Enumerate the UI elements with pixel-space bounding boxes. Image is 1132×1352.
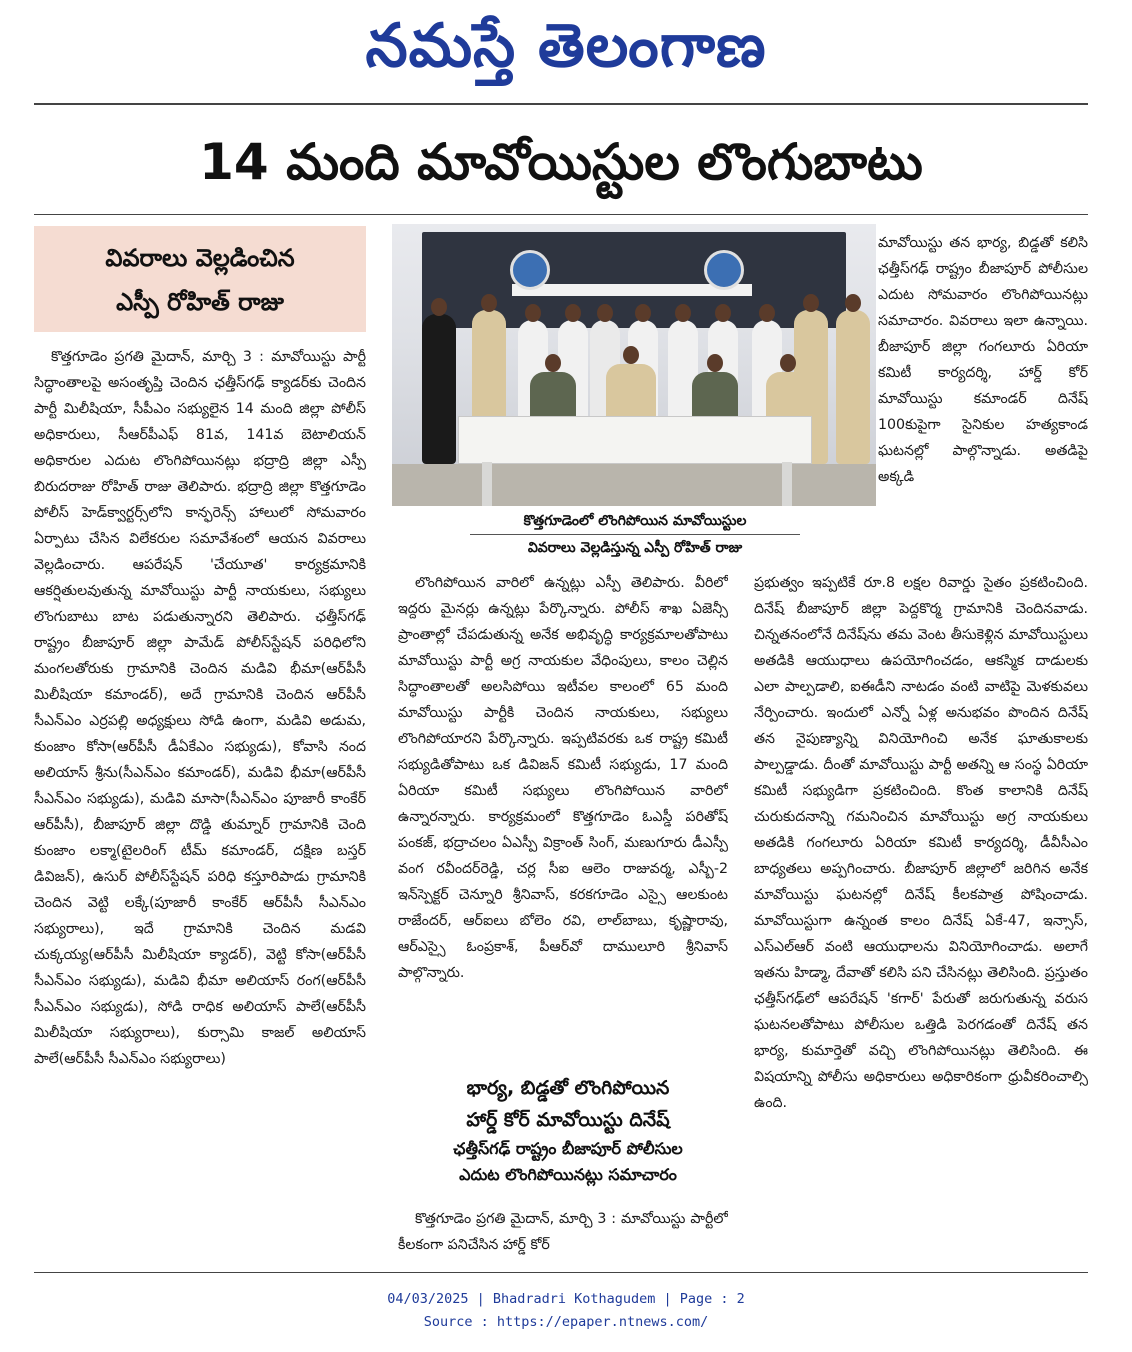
masthead-logo: నమస్తే తెలంగాణ [365, 11, 767, 81]
article-paragraph: కొత్తగూడెం ప్రగతి మైదాన్, మార్చి 3 : మావోయిస్టు పార్టీ సిద్ధాంతాలపై అసంతృప్తి చెందిన ఛత్తీస్‌గఢ్ క్యాడర్‌కు చెందిన పార్టీ మిలీషియా, సీపీఎం సభ్యులైన 14 మంది జిల్లా పోలీస్ అధికారులు, సీఆర్‌పీఎఫ్ 81వ, 141వ బెటాలియన్ అధికారుల ఎదుట లొంగిపోయినట్లు భద్రాద్రి జిల్లా ఎస్పీ బిరుదరాజు రోహిత్ రాజు తెలిపారు. భద్రాద్రి జిల్లా కొత్తగూడెం పోలీస్ హెడ్‌క్వార్టర్స్‌లోని కాన్ఫరెన్స్ హాలులో సోమవారం ఏర్పాటు చేసిన విలేకరుల సమావేశంలో ఆయన వివరాలు వెల్లడించారు. ఆపరేషన్ 'చేయూత' కార్యక్రమానికి ఆకర్షితులవుతున్న మావోయిస్టు పార్టీ నాయకులు, సభ్యులు లొంగుబాటు బాట పడుతున్నారని తెలిపారు. ఛత్తీస్‌గఢ్ రాష్ట్రం బీజాపూర్ జిల్లా పామేడ్ పోలీస్‌స్టేషన్ పరిధిలోని మంగలతోరుకు గ్రామానికి చెందిన మడివి భీమా(ఆర్‌పీసీ మిలీషియా కమాండర్), అదే గ్రామానికి చెందిన ఆర్‌పీసీ సీఎన్‌ఎం ఎర్రపల్లి అధ్యక్షులు సోడి ఉంగా, మడివి అడుమ, కుంజాం కోసా(ఆర్‌పీసీ డీఏకేఎం సభ్యుడు), కోవాసి నంద అలియాస్ శ్రీను(సీఎన్‌ఎం కమాండర్), మడివి భీమా(ఆర్‌పీసీ సీఎన్‌ఎం సభ్యుడు), మడివి మాసా(సీఎన్‌ఎం పూజారీ కాంకేర్ ఆర్‌పీసీ), బీజాపూర్ జిల్లా దొడ్డి తుమ్నార్ గ్రామానికి చెంది కుంజాం లక్మా(టైలరింగ్ టీమ్ కమాండర్, దక్షిణ బస్తర్ డివిజన్), ఉసుర్ పోలీస్‌స్టేషన్ పరిధి కస్తూరిపాడు గ్రామానికి చెందిన వెట్టి లక్కే(పూజారీ కాంకేర్ ఆర్‌పీసీ సీఎన్‌ఎం సభ్యురాలు), ఇదే గ్రామానికి చెందిన మడవి చుక్కయ్య(ఆర్‌పీసీ మిలీషియా క్యాడర్), వెట్టి కోసా(ఆర్‌పీసీ సీఎన్‌ఎం సభ్యుడు), మడివి భీమా అలియాస్ రంగ(ఆర్‌పీసీ సీఎన్‌ఎం సభ్యుడు), సోడి రాధిక అలియాస్ పాలే(ఆర్‌పీసీ మిలీషియా సభ్యురాలు), కుర్సామి కాజల్ అలియాస్ పాలే(ఆర్‌పీసీ సీఎన్‌ఎం సభ్యురాలు) [34, 349, 366, 1067]
crosshead-line-1: భార్య, బిడ్డతో లొంగిపోయిన [466, 1077, 670, 1099]
masthead-rule [34, 103, 1088, 105]
police-emblem [704, 250, 744, 290]
article-paragraph: ప్రభుత్వం ఇప్పటికే రూ.8 లక్షల రివార్డు సైతం ప్రకటించింది. దినేష్ బీజాపూర్ జిల్లా పెద్దకొర్మ గ్రామానికి చెందినవాడు. చిన్నతనంలోనే దినేష్‌ను తమ వెంట తీసుకెళ్లిన మావోయిస్టులు అతడికి ఆయుధాలు ఉపయోగించడం, ఆకస్మిక దాడులకు ఎలా పాల్పడాలి, ఐఈడీని నాటడం వంటి వాటిపై మెళకువలు నేర్పించారు. ఇందులో ఎన్నో ఏళ్ల అనుభవం పొందిన దినేష్ తన నైపుణ్యాన్ని వినియోగించి అనేక ఘాతుకాలకు పాల్పడ్డాడు. దీంతో మావోయిస్టు పార్టీ అతన్ని ఆ సంస్థ ఏరియా కమిటీ సభ్యుడిగా ప్రకటించింది. కొంత కాలానికి దినేష్ చురుకుదనాన్ని గమనించిన మావోయిస్టు అగ్ర నాయకులు అతడికి గంగలూరు ఏరియా కమిటీ కార్యదర్శి, డీవీసీఎం బాధ్యతలు అప్పగించారు. బీజాపూర్ జిల్లాలో జరిగిన అనేక మావోయిస్టు ఘటనల్లో దినేష్ కీలకపాత్ర పోషించాడు. మావోయిస్టుగా ఉన్నంత కాలం దినేష్ ఏకే-47, ఇన్సాస్, ఎస్ఎల్ఆర్ వంటి ఆయుధాలను వినియోగించాడు. అలాగే ఇతను హిడ్మా, దేవాతో కలిసి పని చేసినట్లు తెలిసింది. ప్రస్తుతం ఛత్తీస్‌గఢ్‌లో ఆపరేషన్ 'కగార్' పేరుతో జరుగుతున్న వరుస ఘటనలతోపాటు పోలీసుల ఒత్తిడి పెరగడంతో దినేష్ తన భార్య, కుమార్తెతో వచ్చి లొంగిపోయినట్లు తెలిసింది. ఈ విషయాన్ని పోలీసు అధికారులు అధికారికంగా ధ్రువీకరించాల్సి ఉంది. [754, 575, 1088, 1111]
photo-table [458, 416, 812, 464]
article-column-3-top [878, 230, 1088, 542]
footer-source-link[interactable]: Source : https://epaper.ntnews.com/ [423, 1314, 709, 1330]
crosshead [398, 1072, 738, 1188]
crosshead-line-2: హార్డ్ కోర్ మావోయిస్టు దినేష్ [466, 1109, 670, 1131]
article-paragraph: మావోయిస్టు తన భార్య, బిడ్డతో కలిసి ఛత్తీస్‌గఢ్ రాష్ట్రం బీజాపూర్ పోలీసుల ఎదుట సోమవారం లొంగిపోయినట్లు సమాచారం. వివరాలు ఇలా ఉన్నాయి. బీజాపూర్ జిల్లా గంగలూరు ఏరియా కమిటీ కార్యదర్శి, హార్డ్ కోర్ మావోయిస్టు కమాండర్ దినేష్ 100కుపైగా సైనికుల హత్యకాండ ఘటనల్లో పాల్గొన్నాడు. అతడిపై అక్కడి [878, 235, 1088, 485]
article-column-3 [754, 570, 1088, 1262]
footer-rule [34, 1272, 1088, 1273]
headline: 14 మంది మావోయిస్టుల లొంగుబాటు [199, 133, 923, 191]
article-column-2 [398, 570, 728, 1064]
subhead-line-1: వివరాలు వెల్లడించిన [105, 244, 295, 272]
article-column-2b [398, 1206, 728, 1260]
subhead-box [34, 226, 366, 332]
news-photo [392, 224, 876, 506]
photo-caption [470, 508, 800, 561]
footer-date-line: 04/03/2025 | Bhadradri Kothagudem | Page : 2 [387, 1291, 745, 1307]
caption-line-1: కొత్తగూడెంలో లొంగిపోయిన మావోయిస్టుల [470, 508, 800, 535]
headline-rule [34, 214, 1088, 215]
article-paragraph: కొత్తగూడెం ప్రగతి మైదాన్, మార్చి 3 : మావోయిస్టు పార్టీలో కీలకంగా పనిచేసిన హార్డ్ కోర్ [398, 1211, 728, 1253]
subhead-line-2: ఎస్పీ రోహిత్ రాజు [116, 288, 284, 316]
article-paragraph: లొంగిపోయిన వారిలో ఉన్నట్లు ఎస్పీ తెలిపారు. వీరిలో ఇద్దరు మైనర్లు ఉన్నట్లు పేర్కొన్నారు. పోలీస్ శాఖ ఏజెన్సీ ప్రాంతాల్లో చేపడుతున్న అనేక అభివృద్ధి కార్యక్రమాలతోపాటు మావోయిస్టు పార్టీ అగ్ర నాయకుల వేధింపులు, కాలం చెల్లిన సిద్ధాంతాలతో అలసిపోయి ఇటీవల కాలంలో 65 మంది మావోయిస్టు పార్టీకి చెందిన నాయకులు, సభ్యులు లొంగిపోయారని పేర్కొన్నారు. ఇప్పటివరకు ఒక రాష్ట్ర కమిటీ సభ్యుడితోపాటు ఒక డివిజన్ కమిటీ సభ్యుడు, 17 మంది ఏరియా కమిటీ సభ్యులు లొంగిపోయిన వారిలో ఉన్నారన్నారు. కార్యక్రమంలో కొత్తగూడెం ఓఎస్డీ పరితోష్ పంకజ్, భద్రాచలం ఏఎస్పీ విక్రాంత్ సింగ్, మణుగూరు డీఎస్పీ వంగ రవీందర్‌రెడ్డి, చర్ల సీఐ ఆలెం రాజువర్మ, ఎస్బీ-2 ఇన్‌స్పెక్టర్ చెన్నూరి శ్రీనివాస్, కరకగూడెం ఎస్సై ఆలకుంట రాజేందర్, ఆర్‌ఐలు బోలెం రవి, లాల్‌బాబు, కృష్ణారావు, ఆర్ఎస్సై ఓంప్రకాశ్, పీఆర్‌వో దాములూరి శ్రీనివాస్ పాల్గొన్నారు. [398, 575, 728, 981]
caption-line-2: వివరాలు వెల్లడిస్తున్న ఎస్పీ రోహిత్ రాజు [527, 540, 743, 556]
crosshead-sub-1: ఛత్తీస్‌గఢ్ రాష్ట్రం బీజాపూర్ పోలీసుల [453, 1139, 683, 1158]
article-column-1 [34, 344, 366, 1262]
police-emblem [510, 250, 550, 290]
crosshead-sub-2: ఎదుట లొంగిపోయినట్లు సమాచారం [459, 1165, 677, 1184]
photo-floor [392, 464, 876, 506]
